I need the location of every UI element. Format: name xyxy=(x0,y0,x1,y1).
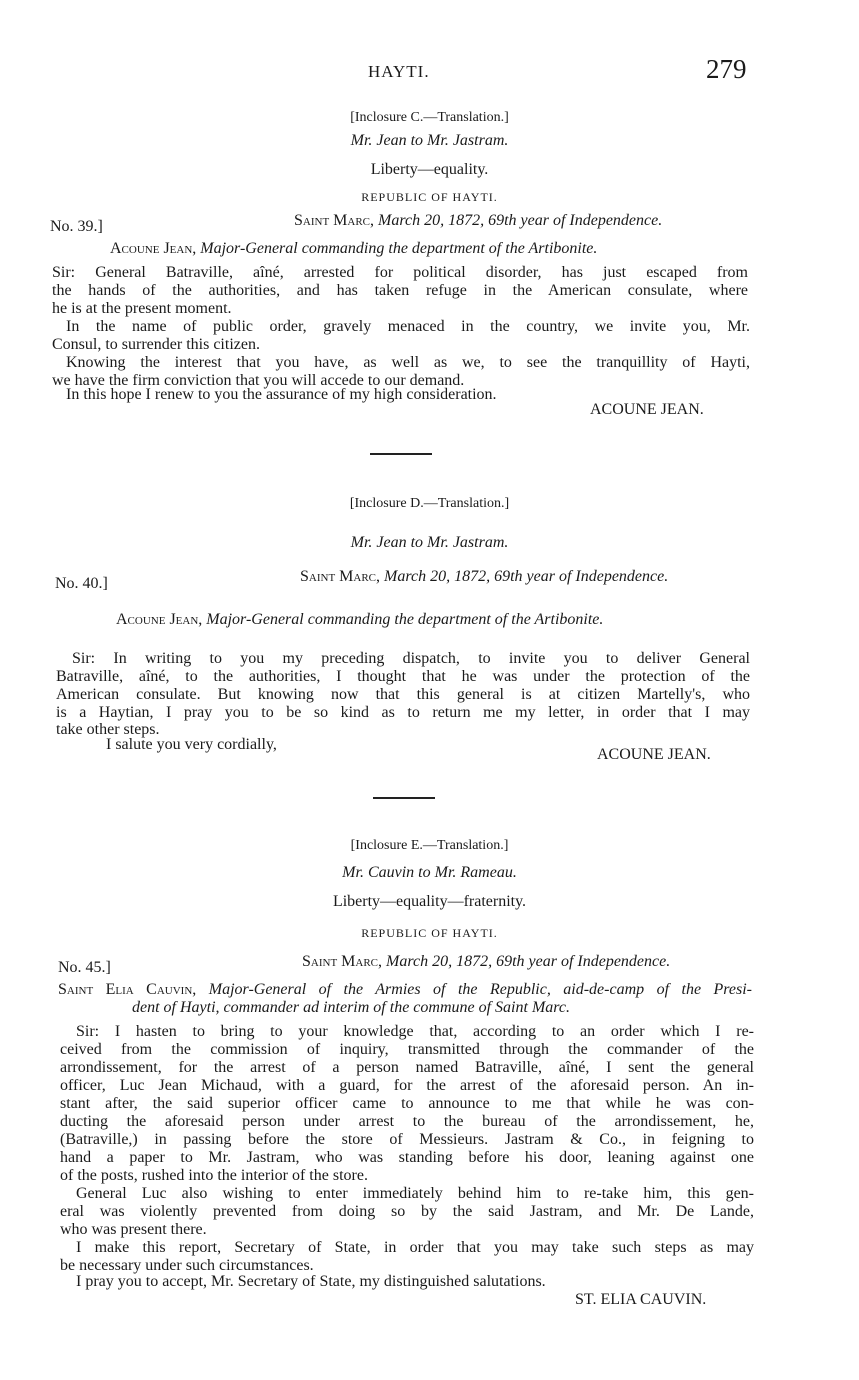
letter3-number: No. 45.] xyxy=(58,959,111,976)
page-number: 279 xyxy=(706,54,747,84)
letter1-address: Mr. Jean to Mr. Jastram. xyxy=(350,132,509,149)
letter3-from-title-2: dent of Hayti, commander ad interim of the commune of Saint Marc. xyxy=(132,999,570,1016)
letter3-address: Mr. Cauvin to Mr. Rameau. xyxy=(342,864,517,881)
letter1-line: Knowing the interest that you have, as well as we, to see the tranquillity of Hayti, xyxy=(66,354,750,371)
letter1-republic: REPUBLIC OF HAYTI. xyxy=(361,190,498,204)
letter1-line: Consul, to surrender this citizen. xyxy=(52,336,260,353)
letter1-place: Saint Marc, xyxy=(294,212,375,229)
section-divider xyxy=(373,797,435,799)
letter3-line: (Batraville,) in passing before the store of Messieurs. Jastram & Co., in feigning to xyxy=(60,1131,754,1148)
letter1-motto: Liberty—equality. xyxy=(370,161,489,178)
letter3-republic: REPUBLIC OF HAYTI. xyxy=(361,926,498,940)
section-divider xyxy=(370,453,432,455)
letter2-number: No. 40.] xyxy=(55,575,108,592)
letter3-line: hand a paper to Mr. Jastram, who was standing before his door, leaning against one xyxy=(60,1149,754,1166)
letter3-line: of the posts, rushed into the interior of the store. xyxy=(60,1167,368,1184)
letter1-from xyxy=(110,240,597,258)
letter1-signature: ACOUNE JEAN. xyxy=(590,401,704,418)
inclosure-c-heading: [Inclosure C.—Translation.] xyxy=(350,110,509,125)
letter2-from xyxy=(116,611,603,629)
letter3-line: ceived from the commission of inquiry, transmitted through the commander of the xyxy=(60,1041,754,1058)
letter3-line: ducting the aforesaid person under arrest to the bureau of the arrondissement, he, xyxy=(60,1113,754,1130)
letter3-signature: ST. ELIA CAUVIN. xyxy=(575,1291,707,1308)
letter1-line: we have the firm conviction that you will accede to our demand. xyxy=(52,372,465,389)
letter3-from-name: Saint Elia Cauvin, xyxy=(58,981,197,998)
letter2-address: Mr. Jean to Mr. Jastram. xyxy=(350,534,509,551)
letter1-line: In this hope I renew to you the assurance of my high consideration. xyxy=(66,386,497,403)
letter3-line: who was present there. xyxy=(60,1221,207,1238)
letter1-number: No. 39.] xyxy=(50,218,103,235)
letter3-from xyxy=(58,981,752,999)
letter3-line: arrondissement, for the arrest of a person named Batraville, aîné, I sent the general xyxy=(60,1059,754,1076)
inclosure-d-heading: [Inclosure D.—Translation.] xyxy=(349,496,510,511)
letter3-line: officer, Luc Jean Michaud, with a guard, for the arrest of the aforesaid person. An in- xyxy=(60,1077,754,1094)
letter2-from-title: Major-General commanding the department of the Artibonite. xyxy=(206,611,604,628)
letter1-from-name: Acoune Jean, xyxy=(110,240,197,257)
letter3-line: General Luc also wishing to enter immediately behind him to re-take him, this gen- xyxy=(76,1185,754,1202)
letter1-line: he is at the present moment. xyxy=(52,300,232,317)
letter2-signature: ACOUNE JEAN. xyxy=(597,746,711,763)
letter2-date: March 20, 1872, 69th year of Independence. xyxy=(384,568,669,585)
letter3-place: Saint Marc, xyxy=(302,953,383,970)
letter2-line: American consulate. But knowing now that this general is at citizen Martelly's, who xyxy=(56,686,750,703)
letter3-from-title-1: Major-General of the Armies of the Republic, aid-de-camp of the Presi- xyxy=(208,981,753,998)
letter3-motto: Liberty—equality—fraternity. xyxy=(332,893,527,910)
letter2-line: take other steps. xyxy=(56,721,160,738)
letter3-date: March 20, 1872, 69th year of Independence. xyxy=(386,953,671,970)
letter2-line: Sir: In writing to you my preceding dispatch, to invite you to deliver General xyxy=(72,650,750,667)
letter2-dateline xyxy=(300,568,668,586)
running-head: HAYTI. xyxy=(368,62,430,81)
letter1-from-title: Major-General commanding the department of the Artibonite. xyxy=(200,240,598,257)
inclosure-e-heading: [Inclosure E.—Translation.] xyxy=(350,838,509,853)
letter1-date: March 20, 1872, 69th year of Independence. xyxy=(378,212,663,229)
letter3-line: eral was violently prevented from doing so by the said Jastram, and Mr. De Lande, xyxy=(60,1203,754,1220)
letter3-dateline xyxy=(302,953,670,971)
letter1-line: Sir: General Batraville, aîné, arrested for political disorder, has just escaped from xyxy=(52,264,748,281)
letter3-line: Sir: I hasten to bring to your knowledge that, according to an order which I re- xyxy=(76,1023,754,1040)
letter1-line: the hands of the authorities, and has taken refuge in the American consulate, where xyxy=(52,282,748,299)
letter2-place: Saint Marc, xyxy=(300,568,381,585)
letter3-line: I pray you to accept, Mr. Secretary of State, my distinguished salutations. xyxy=(76,1273,546,1290)
letter3-line: I make this report, Secretary of State, in order that you may take such steps as may xyxy=(76,1239,754,1256)
letter1-dateline xyxy=(294,212,662,230)
letter2-from-name: Acoune Jean, xyxy=(116,611,203,628)
letter2-line: is a Haytian, I pray you to be so kind as to return me my letter, in order that I may xyxy=(56,704,750,721)
letter3-line: stant after, the said superior officer came to announce to me that while he was con- xyxy=(60,1095,754,1112)
letter1-line: In the name of public order, gravely menaced in the country, we invite you, Mr. xyxy=(66,318,750,335)
letter2-line: Batraville, aîné, to the authorities, I thought that he was under the protection of the xyxy=(56,668,750,685)
letter2-closing: I salute you very cordially, xyxy=(106,736,277,753)
letter3-line: be necessary under such circumstances. xyxy=(60,1257,314,1274)
